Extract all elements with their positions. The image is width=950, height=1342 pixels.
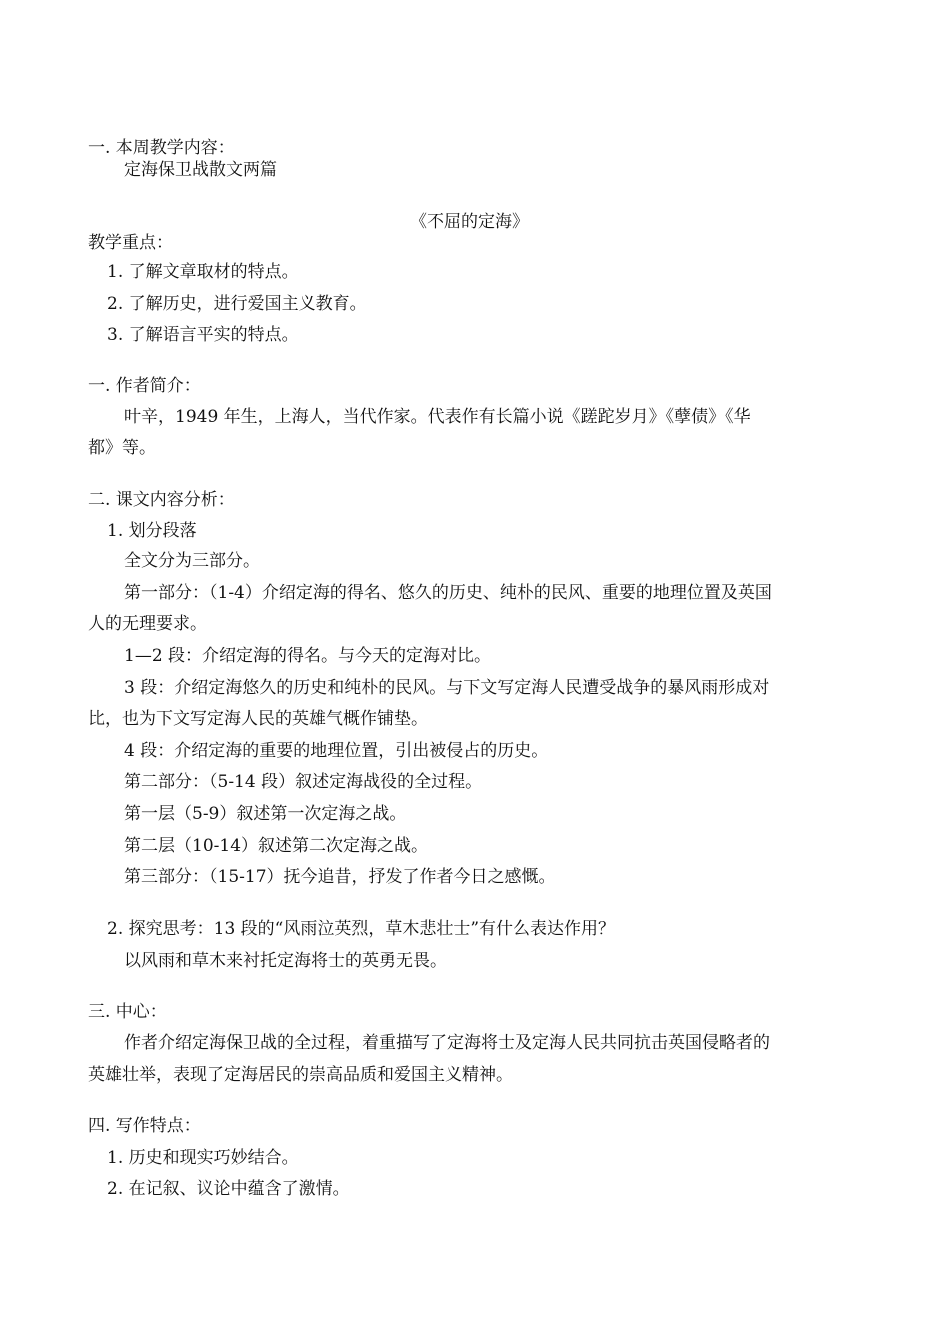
key-point-item: 1. 了解文章取材的特点。 bbox=[107, 262, 299, 282]
analysis-line: 第一部分：（1-4）介绍定海的得名、悠久的历史、纯朴的民风、重要的地理位置及英国 bbox=[124, 583, 772, 603]
analysis-subheading: 2. 探究思考：13 段的“风雨泣英烈，草木悲壮士”有什么表达作用？ bbox=[107, 919, 616, 939]
analysis-line: 第二层（10-14）叙述第二次定海之战。 bbox=[124, 836, 429, 856]
center-text-line: 作者介绍定海保卫战的全过程，着重描写了定海将士及定海人民共同抗击英国侵略者的 bbox=[124, 1033, 770, 1053]
center-text-line: 英雄壮举，表现了定海居民的崇高品质和爱国主义精神。 bbox=[88, 1065, 513, 1085]
analysis-line: 第三部分：（15-17）抚今追昔，抒发了作者今日之感慨。 bbox=[124, 867, 556, 887]
analysis-line: 全文分为三部分。 bbox=[124, 551, 260, 571]
author-text-line: 都》等。 bbox=[88, 438, 156, 458]
section-heading-teaching-content: 一. 本周教学内容： bbox=[88, 138, 235, 158]
analysis-answer: 以风雨和草木来衬托定海将士的英勇无畏。 bbox=[124, 951, 447, 971]
analysis-line: 人的无理要求。 bbox=[88, 614, 207, 634]
key-points-heading: 教学重点： bbox=[88, 233, 173, 253]
writing-item: 2. 在记叙、议论中蕴含了激情。 bbox=[107, 1179, 350, 1199]
key-point-item: 2. 了解历史，进行爱国主义教育。 bbox=[107, 294, 367, 314]
analysis-subheading: 1. 划分段落 bbox=[107, 521, 197, 541]
author-heading: 一. 作者简介： bbox=[88, 376, 201, 396]
center-heading: 三. 中心： bbox=[88, 1002, 167, 1022]
analysis-line: 比，也为下文写定海人民的英雄气概作铺垫。 bbox=[88, 709, 428, 729]
analysis-line: 1—2 段：介绍定海的得名。与今天的定海对比。 bbox=[124, 646, 492, 666]
key-point-item: 3. 了解语言平实的特点。 bbox=[107, 325, 299, 345]
writing-item: 1. 历史和现实巧妙结合。 bbox=[107, 1148, 299, 1168]
analysis-line: 第一层（5-9）叙述第一次定海之战。 bbox=[124, 804, 407, 824]
teaching-topic: 定海保卫战散文两篇 bbox=[124, 160, 277, 180]
analysis-line: 3 段：介绍定海悠久的历史和纯朴的民风。与下文写定海人民遭受战争的暴风雨形成对 bbox=[124, 678, 770, 698]
writing-heading: 四. 写作特点： bbox=[88, 1116, 201, 1136]
analysis-line: 4 段：介绍定海的重要的地理位置，引出被侵占的历史。 bbox=[124, 741, 549, 761]
analysis-line: 第二部分：（5-14 段）叙述定海战役的全过程。 bbox=[124, 772, 483, 792]
analysis-heading: 二. 课文内容分析： bbox=[88, 490, 235, 510]
author-text-line: 叶辛，1949 年生，上海人，当代作家。代表作有长篇小说《蹉跎岁月》《孽债》《华 bbox=[124, 407, 751, 427]
article-title: 《不屈的定海》 bbox=[410, 212, 529, 232]
